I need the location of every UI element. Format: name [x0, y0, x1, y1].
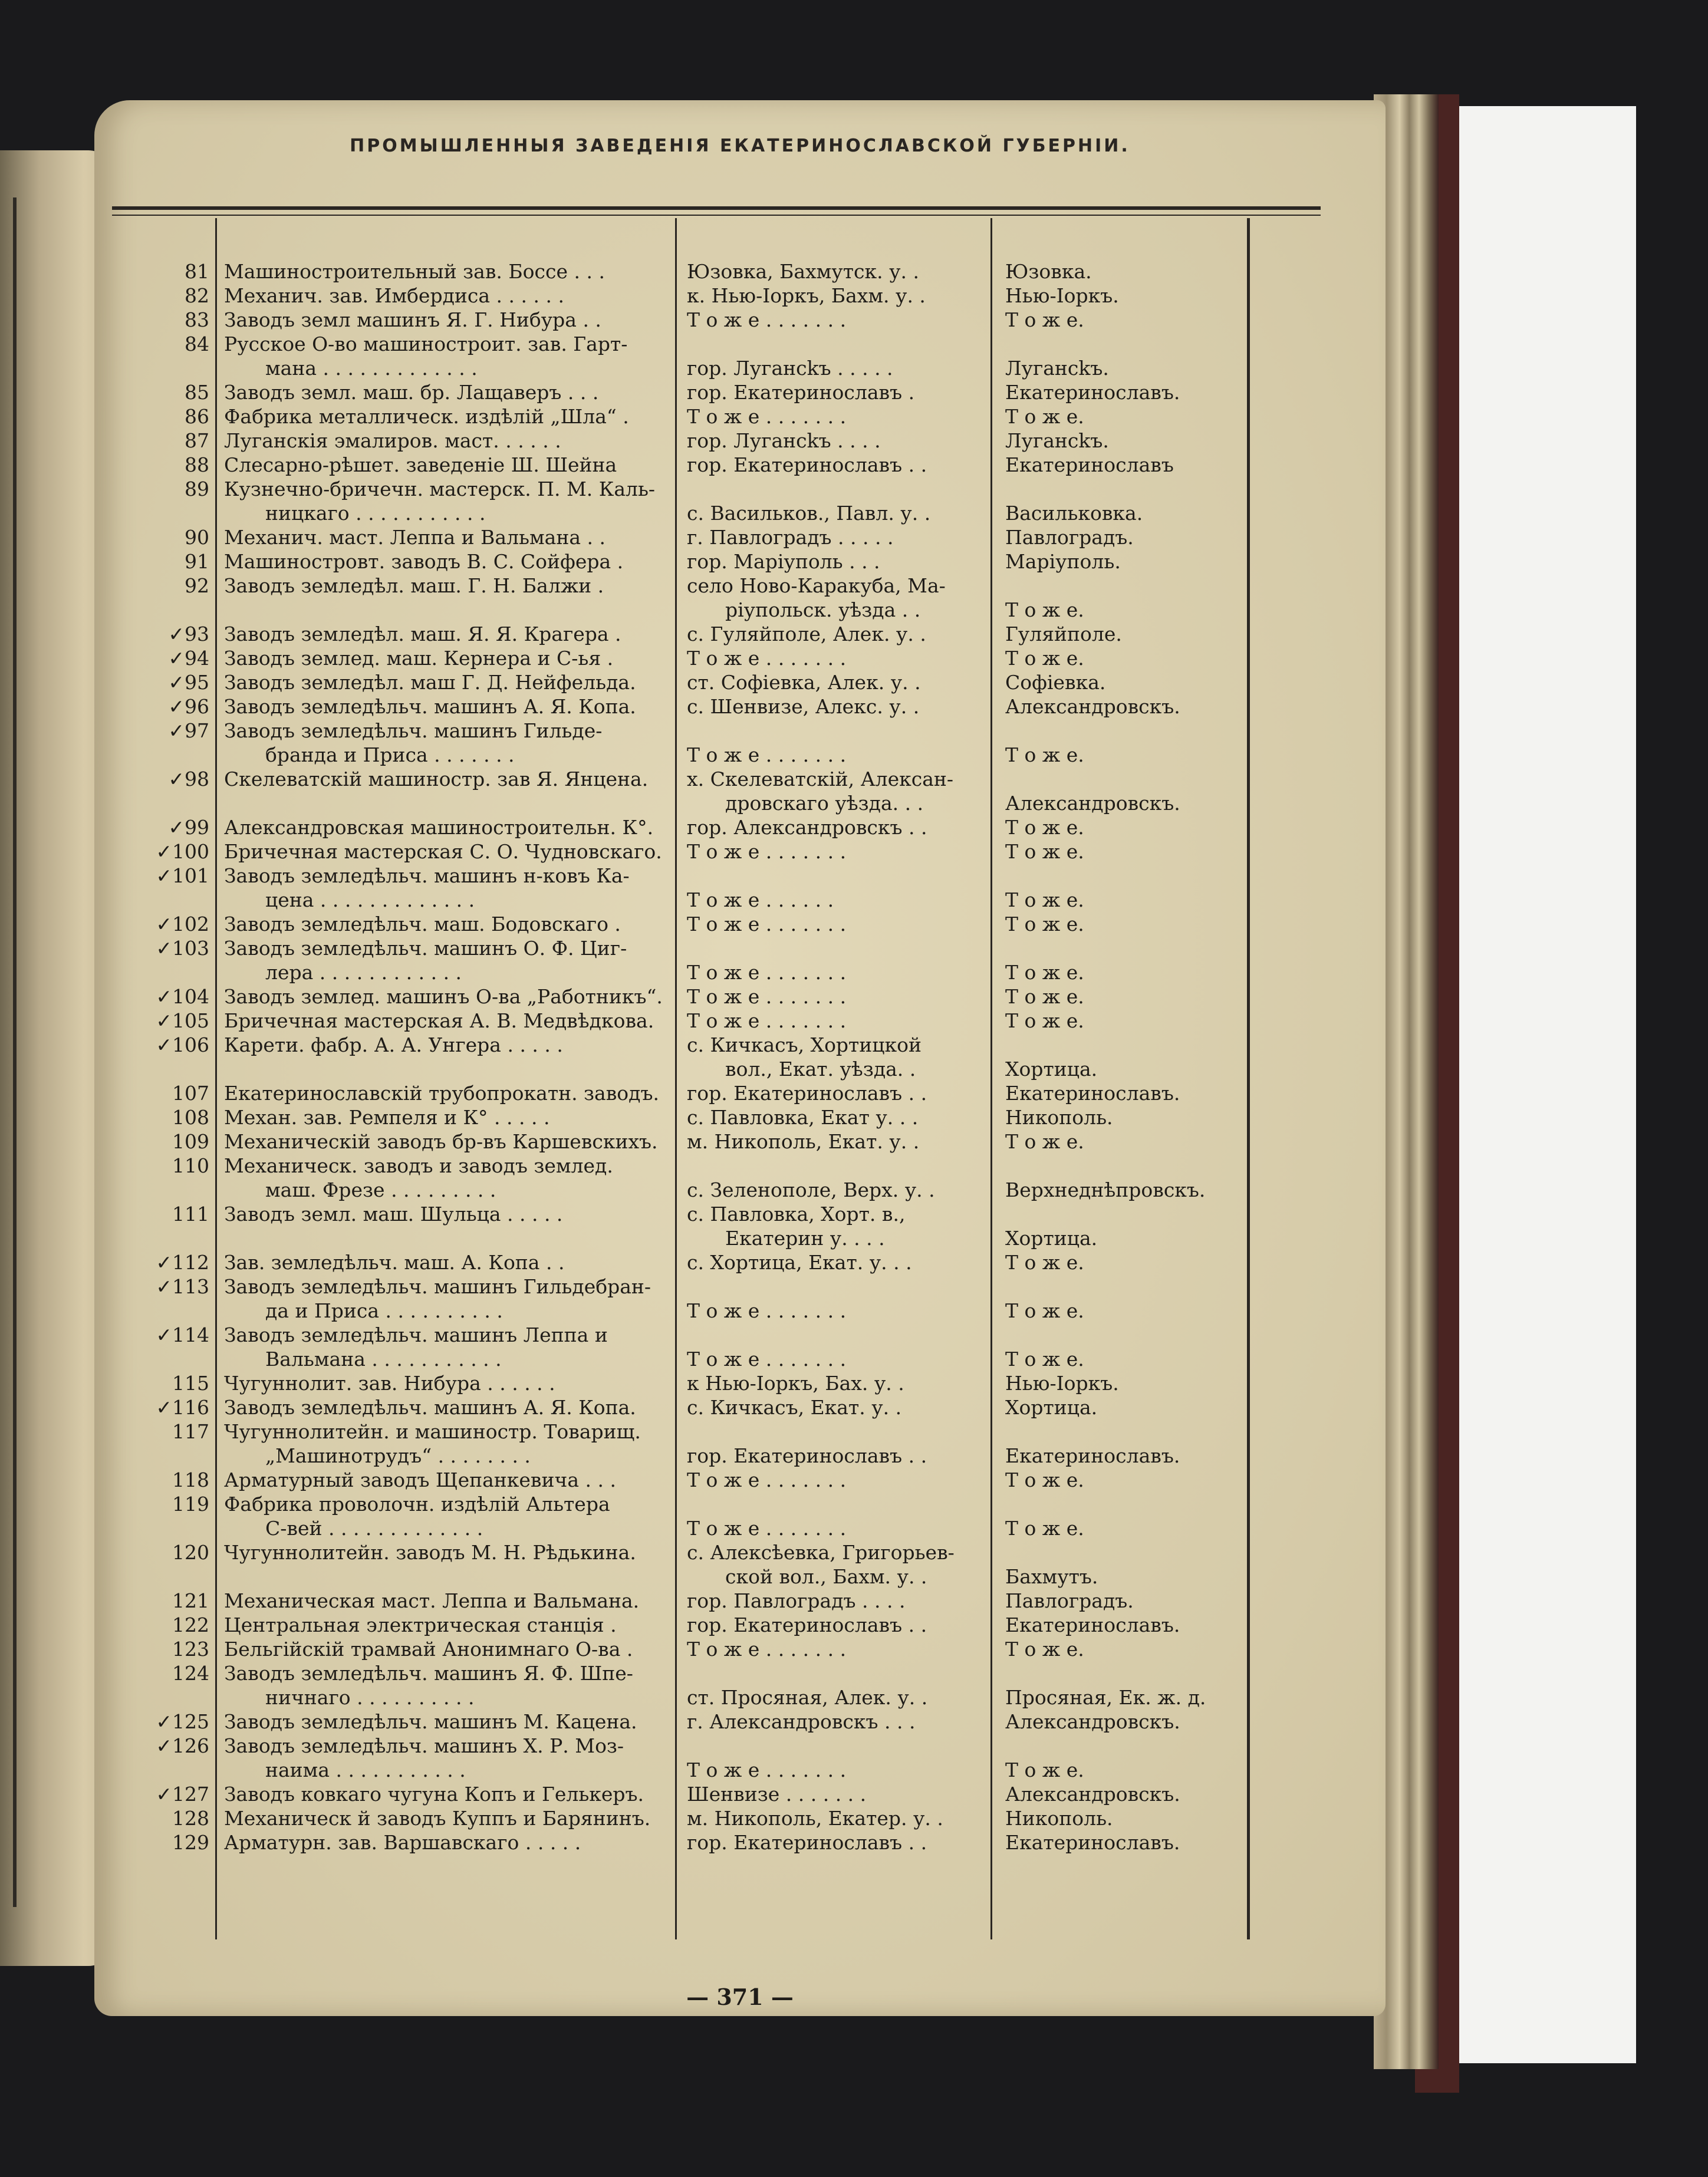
post-office: Александровскъ. — [1005, 695, 1180, 718]
post-office: Никополь. — [1005, 1106, 1113, 1129]
establishment-name: Александровская машиностроительн. К°. — [224, 816, 654, 839]
table-row — [94, 960, 1386, 984]
post-office: Просяная, Ек. ж. д. — [1005, 1686, 1206, 1709]
row-number: 87 — [185, 429, 209, 452]
table-row — [94, 1420, 1386, 1444]
establishment-name: С-вей . . . . . . . . . . . . . — [265, 1517, 483, 1540]
post-office: Хортица. — [1005, 1396, 1098, 1419]
establishment-name: Зав. земледѣльч. маш. А. Копа . . — [224, 1251, 565, 1274]
establishment-name: Заводъ земледѣльч. машинъ Гильде- — [224, 719, 603, 742]
table-row — [94, 574, 1386, 598]
establishment-name: Заводъ землед. маш. Кернера и С-ья . — [224, 647, 614, 670]
table-row — [94, 670, 1386, 694]
post-office: Т о ж е. — [1005, 1299, 1084, 1322]
establishment-name: Механическая маст. Леппа и Вальмана. — [224, 1589, 640, 1612]
post-office: Т о ж е. — [1005, 308, 1084, 331]
establishment-name: Машиностровт. заводъ В. С. Сойфера . — [224, 550, 624, 573]
establishment-name: Механич. зав. Имбердиса . . . . . . — [224, 284, 564, 307]
establishment-name: Заводъ земледѣльч. машинъ М. Кацена. — [224, 1710, 637, 1733]
establishment-name: Бельгійскій трамвай Анонимнаго О-ва . — [224, 1638, 633, 1661]
table-row — [94, 1589, 1386, 1613]
table-row — [94, 888, 1386, 912]
establishment-location: с. Шенвизе, Алекс. у. . — [687, 695, 920, 718]
establishment-location: г. Александровскъ . . . — [687, 1710, 916, 1733]
row-number: 121 — [172, 1589, 209, 1612]
establishment-name: Чугуннолитейн. и машиностр. Товарищ. — [224, 1420, 641, 1443]
header-rule-thin — [112, 215, 1321, 216]
post-office: Софіевка. — [1005, 671, 1106, 694]
establishment-name: Заводъ земледѣльч. машинъ Х. Р. Моз- — [224, 1734, 624, 1757]
establishment-location: гор. Екатеринославъ . . — [687, 1831, 927, 1854]
establishment-name: Заводъ земл. маш. бр. Лащаверъ . . . — [224, 381, 599, 404]
row-number: 107 — [172, 1082, 209, 1105]
establishment-location: гор. Екатеринославъ . . — [687, 1613, 927, 1636]
page-number: — 371 — — [686, 1984, 794, 2010]
table-row — [94, 1830, 1386, 1855]
establishment-name: Бричечная мастерская А. В. Медвѣдкова. — [224, 1009, 654, 1032]
establishment-location: Т о ж е . . . . . . . — [687, 1517, 847, 1540]
row-number: 119 — [172, 1493, 209, 1516]
establishment-name: Заводъ земледѣльч. машинъ А. Я. Копа. — [224, 1396, 636, 1419]
table-row — [94, 864, 1386, 888]
establishment-name: наима . . . . . . . . . . . — [265, 1758, 466, 1781]
establishment-name: Заводъ земледѣл. маш. Г. Н. Балжи . — [224, 574, 604, 597]
post-office: Лугансkъ. — [1005, 357, 1109, 380]
establishment-location: гор. Екатеринославъ . . — [687, 1444, 927, 1467]
establishment-name: Заводъ земледѣльч. машинъ Я. Ф. Шпе- — [224, 1662, 633, 1685]
book-page — [94, 100, 1386, 2016]
row-number: 84 — [185, 332, 209, 355]
establishment-location: Т о ж е . . . . . . . — [687, 647, 847, 670]
establishment-name: Заводъ земледѣльч. маш. Бодовскаго . — [224, 913, 621, 936]
row-number: ✓98 — [168, 768, 209, 791]
establishment-location: гор. Павлоградъ . . . . — [687, 1589, 906, 1612]
establishment-location: Т о ж е . . . . . . . — [687, 1468, 847, 1491]
table-row — [94, 380, 1386, 404]
establishment-location: село Ново-Каракуба, Ма- — [687, 574, 946, 597]
table-row — [94, 839, 1386, 864]
establishment-location: Т о ж е . . . . . . . — [687, 1348, 847, 1371]
post-office: Гуляйполе. — [1005, 623, 1122, 645]
establishment-name: Механич. маст. Леппа и Вальмана . . — [224, 526, 605, 549]
row-number: 86 — [185, 405, 209, 428]
table-row — [94, 477, 1386, 501]
row-number: 122 — [172, 1613, 209, 1636]
row-number: ✓126 — [156, 1734, 209, 1757]
post-office: Екатеринославъ. — [1005, 1082, 1180, 1105]
row-number: ✓114 — [156, 1323, 209, 1346]
establishment-location: Т о ж е . . . . . . . — [687, 913, 847, 936]
establishment-name: Скелеватскій машиностр. зав Я. Янцена. — [224, 768, 649, 791]
table-row — [94, 429, 1386, 453]
establishment-location: Т о ж е . . . . . . . — [687, 985, 847, 1008]
establishment-location: м. Никополь, Екатер. у. . — [687, 1807, 943, 1830]
establishment-location: Т о ж е . . . . . . . — [687, 308, 847, 331]
post-office: Т о ж е. — [1005, 598, 1084, 621]
table-row — [94, 1540, 1386, 1565]
post-office: Т о ж е. — [1005, 1130, 1084, 1153]
row-number: ✓113 — [156, 1275, 209, 1298]
row-number: 91 — [185, 550, 209, 573]
establishment-name: Заводъ земледѣл. маш. Я. Я. Крагера . — [224, 623, 621, 645]
post-office: Т о ж е. — [1005, 405, 1084, 428]
running-header: ПРОМЫШЛЕННЫЯ ЗАВЕДЕНІЯ ЕКАТЕРИНОСЛАВСКОЙ ГУБЕРНІИ. — [350, 136, 1130, 156]
establishment-location: Т о ж е . . . . . . . — [687, 405, 847, 428]
post-office: Т о ж е. — [1005, 1638, 1084, 1661]
establishment-name: Заводъ земледѣльч. машинъ А. Я. Копа. — [224, 695, 636, 718]
table-row — [94, 1154, 1386, 1178]
establishment-name: Механическ. заводъ и заводъ землед. — [224, 1154, 613, 1177]
establishment-name: Русское О-во машиностроит. зав. Гарт- — [224, 332, 628, 355]
table-row — [94, 1806, 1386, 1830]
post-office: Т о ж е. — [1005, 985, 1084, 1008]
row-number: 82 — [185, 284, 209, 307]
establishment-location: к Нью-Іоркъ, Бах. у. . — [687, 1372, 904, 1395]
row-number: 111 — [172, 1203, 209, 1226]
post-office: Екатеринославъ. — [1005, 1613, 1180, 1636]
table-row — [94, 743, 1386, 767]
table-row — [94, 1444, 1386, 1468]
establishment-name: Центральная электрическая станція . — [224, 1613, 617, 1636]
table-row — [94, 1347, 1386, 1371]
table-row — [94, 284, 1386, 308]
establishment-location: с. Кичкасъ, Екат. у. . — [687, 1396, 902, 1419]
table-row — [94, 1516, 1386, 1540]
establishment-location: гор. Екатеринославъ . . — [687, 1082, 927, 1105]
header-rule — [112, 206, 1321, 210]
row-number: ✓125 — [156, 1710, 209, 1733]
establishment-location: г. Павлоградъ . . . . . — [687, 526, 894, 549]
table-row — [94, 1734, 1386, 1758]
establishment-location: гор. Александровскъ . . — [687, 816, 927, 839]
table-row — [94, 912, 1386, 936]
row-number: ✓95 — [168, 671, 209, 694]
row-number: 108 — [172, 1106, 209, 1129]
post-office: Павлоградъ. — [1005, 1589, 1134, 1612]
establishment-location: Шенвизе . . . . . . . — [687, 1783, 867, 1806]
table-row — [94, 984, 1386, 1009]
row-number: ✓99 — [168, 816, 209, 839]
establishment-name: Заводъ земледѣльч. машинъ Гильдебран- — [224, 1275, 651, 1298]
establishment-location: ст. Просяная, Алек. у. . — [687, 1686, 928, 1709]
post-office: Екатеринославъ. — [1005, 1831, 1180, 1854]
row-number: ✓106 — [156, 1033, 209, 1056]
establishment-location: с. Васильков., Павл. у. . — [687, 502, 931, 525]
establishment-location: с. Зеленополе, Верх. у. . — [687, 1178, 935, 1201]
table-row — [94, 1758, 1386, 1782]
row-number: ✓116 — [156, 1396, 209, 1419]
row-number: 109 — [172, 1130, 209, 1153]
establishment-name: Чугуннолитейн. заводъ М. Н. Рѣдькина. — [224, 1541, 636, 1564]
establishment-location: Т о ж е . . . . . . . — [687, 1299, 847, 1322]
table-row — [94, 1202, 1386, 1226]
row-number: 83 — [185, 308, 209, 331]
table-row — [94, 1492, 1386, 1516]
post-office: Т о ж е. — [1005, 961, 1084, 984]
row-number: ✓93 — [168, 623, 209, 645]
table-row — [94, 598, 1386, 622]
row-number: ✓102 — [156, 913, 209, 936]
establishment-name: Машиностроительный зав. Боссе . . . — [224, 260, 605, 283]
table-row — [94, 356, 1386, 380]
post-office: Т о ж е. — [1005, 1468, 1084, 1491]
table-row — [94, 1371, 1386, 1395]
row-number: 88 — [185, 453, 209, 476]
table-row — [94, 1661, 1386, 1685]
row-number: ✓105 — [156, 1009, 209, 1032]
establishment-location: Т о ж е . . . . . . . — [687, 743, 847, 766]
post-office: Павлоградъ. — [1005, 526, 1134, 549]
establishment-location: Юзовка, Бахмутск. у. . — [687, 260, 919, 283]
row-number: ✓127 — [156, 1783, 209, 1806]
establishment-name: Бричечная мастерская С. О. Чудновскаго. — [224, 840, 662, 863]
row-number: 85 — [185, 381, 209, 404]
post-office: Т о ж е. — [1005, 1348, 1084, 1371]
establishment-name: Заводъ земледѣльч. машинъ н-ковъ Ка- — [224, 864, 630, 887]
post-office: Т о ж е. — [1005, 1517, 1084, 1540]
post-office: Т о ж е. — [1005, 1009, 1084, 1032]
table-row — [94, 1782, 1386, 1806]
establishment-name: Вальмана . . . . . . . . . . . — [265, 1348, 502, 1371]
row-number: 89 — [185, 477, 209, 500]
table-row — [94, 1395, 1386, 1420]
row-number: 129 — [172, 1831, 209, 1854]
post-office: Никополь. — [1005, 1807, 1113, 1830]
establishment-name: Слесарно-рѣшет. заведеніе Ш. Шейна — [224, 453, 617, 476]
establishment-name: Заводъ землед. машинъ О-ва „Работникъ“. — [224, 985, 663, 1008]
table-row — [94, 308, 1386, 332]
establishment-location: Т о ж е . . . . . . . — [687, 1758, 847, 1781]
establishment-name: Заводъ земл. маш. Шульца . . . . . — [224, 1203, 563, 1226]
table-row — [94, 1637, 1386, 1661]
post-office: Маріуполь. — [1005, 550, 1121, 573]
row-number: ✓97 — [168, 719, 209, 742]
table-row — [94, 525, 1386, 549]
establishment-name: Механ. зав. Ремпеля и К° . . . . . — [224, 1106, 550, 1129]
table-row — [94, 1613, 1386, 1637]
table-row — [94, 1685, 1386, 1710]
table-row — [94, 936, 1386, 960]
row-number: ✓96 — [168, 695, 209, 718]
table-row — [94, 1178, 1386, 1202]
establishment-name: Луганскія эмалиров. маст. . . . . . — [224, 429, 561, 452]
establishment-location: Т о ж е . . . . . . . — [687, 961, 847, 984]
establishment-location: гор. Екатеринославъ . — [687, 381, 915, 404]
row-number: 123 — [172, 1638, 209, 1661]
establishment-name: Екатеринославскій трубопрокатн. заводъ. — [224, 1082, 659, 1105]
establishment-name: Фабрика металлическ. издѣлій „Шла“ . — [224, 405, 629, 428]
establishment-name: Заводъ земледѣльч. машинъ Леппа и — [224, 1323, 608, 1346]
establishment-location: гор. Маріуполь . . . — [687, 550, 880, 573]
row-number: ✓103 — [156, 937, 209, 960]
establishment-location: с. Хортица, Екат. у. . . — [687, 1251, 912, 1274]
row-number: 90 — [185, 526, 209, 549]
post-office: Александровскъ. — [1005, 1710, 1180, 1733]
establishment-name: Механическ й заводъ Куппъ и Барянинъ. — [224, 1807, 651, 1830]
establishment-name: лера . . . . . . . . . . . . — [265, 961, 462, 984]
row-number: 92 — [185, 574, 209, 597]
post-office: Нью-Іоркъ. — [1005, 1372, 1119, 1395]
establishment-location: ріупольск. уѣзда . . — [725, 598, 921, 621]
establishment-location: с. Павловка, Хорт. в., — [687, 1203, 906, 1226]
row-number: 110 — [172, 1154, 209, 1177]
table-row — [94, 622, 1386, 646]
establishment-location: Т о ж е . . . . . . . — [687, 1009, 847, 1032]
table-row — [94, 1468, 1386, 1492]
post-office: Т о ж е. — [1005, 840, 1084, 863]
post-office: Т о ж е. — [1005, 743, 1084, 766]
row-number: 115 — [172, 1372, 209, 1395]
table-row — [94, 332, 1386, 356]
table-row — [94, 259, 1386, 284]
establishment-name: Заводъ земледѣльч. машинъ О. Ф. Циг- — [224, 937, 627, 960]
row-number: ✓101 — [156, 864, 209, 887]
table-row — [94, 1081, 1386, 1105]
establishment-name: маш. Фрезе . . . . . . . . . — [265, 1178, 496, 1201]
row-number: 117 — [172, 1420, 209, 1443]
establishment-location: с. Гуляйполе, Алек. у. . — [687, 623, 926, 645]
table-row — [94, 1105, 1386, 1129]
post-office: Т о ж е. — [1005, 647, 1084, 670]
post-office: Екатеринославъ. — [1005, 1444, 1180, 1467]
establishment-name: „Машинотрудъ“ . . . . . . . . — [265, 1444, 531, 1467]
table-row — [94, 815, 1386, 839]
table-row — [94, 1129, 1386, 1154]
establishment-location: гор. Екатеринославъ . . — [687, 453, 927, 476]
row-number: ✓94 — [168, 647, 209, 670]
table-row — [94, 1323, 1386, 1347]
post-office: Хортица. — [1005, 1227, 1098, 1250]
table-row — [94, 1565, 1386, 1589]
establishment-name: бранда и Приса . . . . . . . — [265, 743, 515, 766]
table-row — [94, 1274, 1386, 1299]
establishment-location: Т о ж е . . . . . . . — [687, 1638, 847, 1661]
table-row — [94, 791, 1386, 815]
post-office: Александровскъ. — [1005, 792, 1180, 815]
establishment-name: Арматурн. зав. Варшавскаго . . . . . — [224, 1831, 581, 1854]
table-row — [94, 1226, 1386, 1250]
establishment-location: дровскаго уѣзда. . . — [725, 792, 924, 815]
post-office: Т о ж е. — [1005, 1251, 1084, 1274]
row-number: ✓104 — [156, 985, 209, 1008]
establishment-location: с. Павловка, Екат у. . . — [687, 1106, 919, 1129]
establishment-name: ницкаго . . . . . . . . . . . — [265, 502, 486, 525]
table-row — [94, 1299, 1386, 1323]
table-row — [94, 719, 1386, 743]
post-office: Екатеринославъ. — [1005, 381, 1180, 404]
row-number: 124 — [172, 1662, 209, 1685]
establishment-name: мана . . . . . . . . . . . . . — [265, 357, 478, 380]
establishment-location: с. Алексѣевка, Григорьев- — [687, 1541, 955, 1564]
establishment-name: Чугуннолит. зав. Нибура . . . . . . — [224, 1372, 555, 1395]
post-office: Васильковка. — [1005, 502, 1143, 525]
establishment-name: Заводъ ковкаго чугуна Копъ и Гелькеръ. — [224, 1783, 644, 1806]
post-office: Т о ж е. — [1005, 913, 1084, 936]
row-number: 81 — [185, 260, 209, 283]
establishment-location: к. Нью-Іоркъ, Бахм. у. . — [687, 284, 926, 307]
post-office: Т о ж е. — [1005, 816, 1084, 839]
background-card — [1459, 106, 1636, 2063]
post-office: Хортица. — [1005, 1058, 1098, 1081]
establishment-name: Арматурный заводъ Щепанкевича . . . — [224, 1468, 616, 1491]
establishment-location: м. Никополь, Екат. у. . — [687, 1130, 920, 1153]
post-office: Т о ж е. — [1005, 888, 1084, 911]
table-row — [94, 404, 1386, 429]
table-row — [94, 646, 1386, 670]
establishment-name: цена . . . . . . . . . . . . . — [265, 888, 475, 911]
post-office: Бахмутъ. — [1005, 1565, 1098, 1588]
establishment-location: Екатерин у. . . . — [725, 1227, 885, 1250]
post-office: Александровскъ. — [1005, 1783, 1180, 1806]
table-row — [94, 501, 1386, 525]
table-row — [94, 453, 1386, 477]
table-row — [94, 1710, 1386, 1734]
establishment-name: ничнаго . . . . . . . . . . — [265, 1686, 475, 1709]
establishment-name: Фабрика проволочн. издѣлій Альтера — [224, 1493, 610, 1516]
establishment-location: х. Скелеватскій, Алексан- — [687, 768, 954, 791]
establishment-name: Кузнечно-бричечн. мастерск. П. М. Каль- — [224, 477, 656, 500]
row-number: 118 — [172, 1468, 209, 1491]
establishment-location: Т о ж е . . . . . . . — [687, 840, 847, 863]
post-office: Екатеринославъ — [1005, 453, 1174, 476]
table-row — [94, 1057, 1386, 1081]
establishment-location: ской вол., Бахм. у. . — [725, 1565, 927, 1588]
establishment-name: Карети. фабр. А. А. Унгера . . . . . — [224, 1033, 563, 1056]
post-office: Верхнеднѣпровскъ. — [1005, 1178, 1206, 1201]
establishment-location: Т о ж е . . . . . . — [687, 888, 834, 911]
table-row — [94, 694, 1386, 719]
establishment-name: Заводъ земл машинъ Я. Г. Нибура . . — [224, 308, 601, 331]
table-row — [94, 1033, 1386, 1057]
table-row — [94, 1009, 1386, 1033]
establishment-name: да и Приса . . . . . . . . . . — [265, 1299, 503, 1322]
post-office: Юзовка. — [1005, 260, 1092, 283]
establishment-location: гор. Лугансkъ . . . . . — [687, 357, 893, 380]
row-number: ✓112 — [156, 1251, 209, 1274]
establishment-location: гор. Лугансkъ . . . . — [687, 429, 881, 452]
row-number: 128 — [172, 1807, 209, 1830]
post-office: Лугансkъ. — [1005, 429, 1109, 452]
establishments-table — [94, 259, 1386, 1855]
table-row — [94, 1250, 1386, 1274]
establishment-location: ст. Софіевка, Алек. у. . — [687, 671, 921, 694]
table-row — [94, 549, 1386, 574]
establishment-location: с. Кичкасъ, Хортицкой — [687, 1033, 922, 1056]
post-office: Т о ж е. — [1005, 1758, 1084, 1781]
row-number: ✓100 — [156, 840, 209, 863]
table-row — [94, 767, 1386, 791]
establishment-name: Заводъ земледѣл. маш Г. Д. Нейфельда. — [224, 671, 636, 694]
establishment-location: вол., Екат. уѣзда. . — [725, 1058, 916, 1081]
post-office: Нью-Іоркъ. — [1005, 284, 1119, 307]
row-number: 120 — [172, 1541, 209, 1564]
establishment-name: Механическій заводъ бр-въ Каршевскихъ. — [224, 1130, 658, 1153]
